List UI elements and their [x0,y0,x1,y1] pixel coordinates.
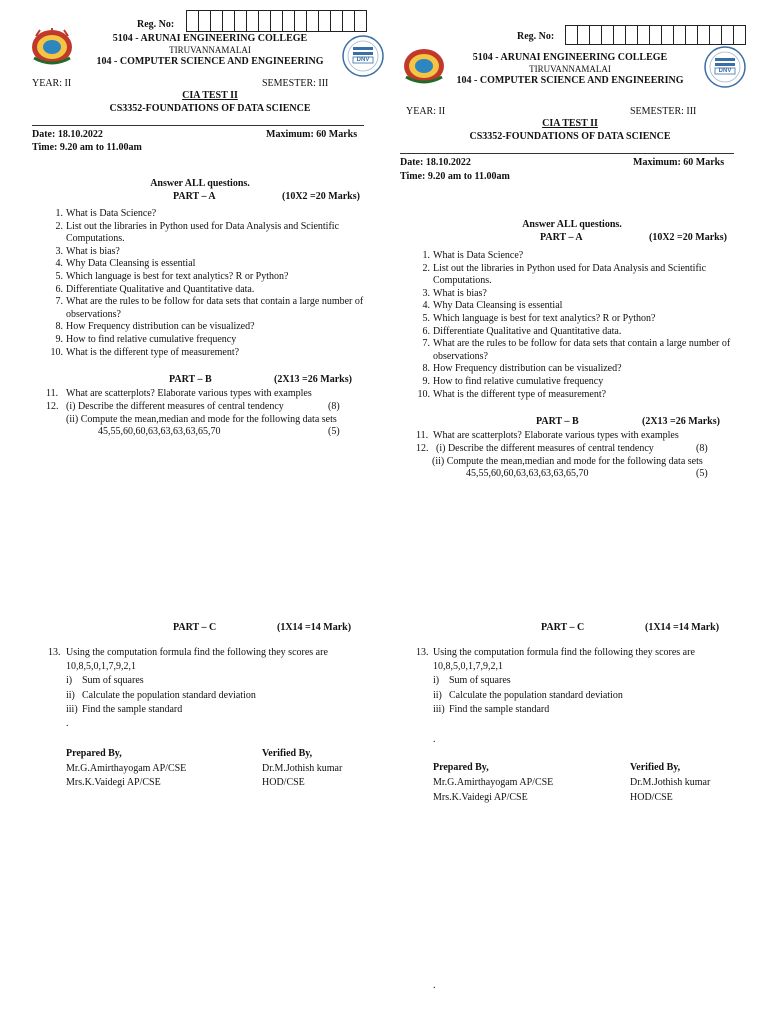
question-12-part-ii: (ii) Compute the mean,median and mode for the following data sets [432,456,703,467]
part-c-marks: (1X14 =14 Mark) [277,622,352,633]
preparer-name: Mrs.K.Vaidegi AP/CSE [66,777,161,788]
preparer-name: Mr.G.Amirthayogam AP/CSE [433,777,554,788]
part-a-question-list [417,250,739,401]
list-item: 10. What is the different type of measurement? [50,346,240,358]
question-13-data-set: 10,8,5,0,1,7,9,2,1 [433,661,503,672]
list-item: 10. What is the different type of measurement? [417,388,607,400]
part-a-marks: (10X2 =20 Marks) [282,191,360,202]
question-12-part-ii-marks: (5) [328,426,340,437]
question-12-part-i-marks: (8) [696,443,708,454]
question-11-text: What are scatterplots? Elaborate various types with examples [433,430,679,441]
verifier-name: Dr.M.Jothish kumar [262,763,343,774]
dnv-certification-icon [704,46,746,88]
list-item: 3. What is bias? [55,245,120,257]
dnv-logo-text: DNV [356,57,370,63]
part-c-title: PART – C [541,622,585,633]
list-item: 4. Why Data Cleansing is essential [422,300,563,312]
divider-line [400,153,734,154]
exam-time: Time: 9.20 am to 11.00am [32,142,142,153]
part-a-question-list [50,208,368,359]
instruction-text: Answer ALL questions. [522,219,622,230]
exam-date: Date: 18.10.2022 [32,129,103,140]
reg-number-boxes [566,25,746,43]
preparer-name: Mr.G.Amirthayogam AP/CSE [66,763,187,774]
prepared-by-label: Prepared By, [66,748,122,759]
part-b-title: PART – B [169,374,212,385]
list-item: 8. How Frequency distribution can be visualized? [422,363,622,375]
list-item: 2. List out the libraries in Python used for Data Analysis and Scientific Computations. [55,220,340,245]
list-item: 6. Differentiate Qualitative and Quantitative data. [55,283,255,295]
list-item: 7. What are the rules to be follow for data sets that contain a large number of observations? [55,296,364,320]
test-title: CIA TEST II [182,90,238,101]
dnv-logo-text: DNV [718,68,732,74]
list-item: 7. What are the rules to be follow for data sets that contain a large number of observations? [422,338,731,362]
exam-time: Time: 9.20 am to 11.00am [400,171,510,182]
part-b-marks: (2X13 =26 Marks) [642,416,720,427]
sub-question-text: Sum of squares [449,675,511,686]
sub-question-text: Sum of squares [82,675,144,686]
list-item: 1. What is Data Science? [422,250,524,261]
part-b-marks: (2X13 =26 Marks) [274,374,352,385]
part-a-title: PART – A [173,191,216,202]
college-name: 5104 - ARUNAI ENGINEERING COLLEGE [112,33,308,44]
sub-question-number: ii) [433,690,442,701]
reg-label: Reg. No: [137,19,175,30]
question-11-text: What are scatterplots? Elaborate various types with examples [66,388,312,399]
question-11-number: 11. [416,430,429,441]
department-name: 104 - COMPUTER SCIENCE AND ENGINEERING [456,75,684,86]
question-13-number: 13. [416,647,429,658]
prepared-by-label: Prepared By, [433,762,489,773]
question-12-part-ii: (ii) Compute the mean,median and mode for the following data sets [66,414,337,425]
question-12-number: 12. [46,401,59,412]
college-city: TIRUVANNAMALAI [169,45,251,55]
college-emblem-icon [30,28,74,66]
sub-question-text: Calculate the population standard deviation [82,690,256,701]
preparer-name: Mrs.K.Vaidegi AP/CSE [433,792,528,803]
semester-label: SEMESTER: III [630,106,697,117]
question-12-data-set: 45,55,60,60,63,63,63,63,65,70 [98,426,221,437]
maximum-marks: Maximum: 60 Marks [266,129,358,140]
semester-label: SEMESTER: III [262,78,329,89]
question-12-part-i-marks: (8) [328,401,340,412]
dnv-certification-icon [342,35,384,77]
verifier-title: HOD/CSE [630,792,673,803]
verifier-name: Dr.M.Jothish kumar [630,777,711,788]
college-city: TIRUVANNAMALAI [529,64,611,74]
reg-number-boxes [187,10,367,30]
college-name: 5104 - ARUNAI ENGINEERING COLLEGE [472,52,668,63]
part-c-title: PART – C [173,622,217,633]
list-item: 3. What is bias? [422,287,487,299]
sub-question-text: Find the sample standard [449,704,550,715]
sub-question-number: i) [66,675,73,686]
year-label: YEAR: II [406,106,446,117]
department-name: 104 - COMPUTER SCIENCE AND ENGINEERING [96,56,324,67]
course-title: CS3352-FOUNDATIONS OF DATA SCIENCE [469,131,671,142]
exam-sheet-right [396,0,764,1024]
list-item: 5. Which language is best for text analytics? R or Python? [422,312,656,324]
page-end-dot: . [433,980,436,991]
question-12-part-i: (i) Describe the different measures of central tendency [66,401,284,412]
stray-dot: . [66,718,69,729]
list-item: 9. How to find relative cumulative frequency [422,375,604,387]
question-13-text: Using the computation formula find the following they scores are [66,647,328,658]
list-item: 2. List out the libraries in Python used for Data Analysis and Scientific Computations. [422,262,707,287]
exam-date: Date: 18.10.2022 [400,157,471,168]
list-item: 4. Why Data Cleansing is essential [55,258,196,270]
question-13-data-set: 10,8,5,0,1,7,9,2,1 [66,661,136,672]
part-a-title: PART – A [540,232,583,243]
course-title: CS3352-FOUNDATIONS OF DATA SCIENCE [109,103,311,114]
sub-question-number: iii) [433,704,445,715]
list-item: 9. How to find relative cumulative frequency [55,333,237,345]
sub-question-number: ii) [66,690,75,701]
list-item: 6. Differentiate Qualitative and Quantitative data. [422,325,622,337]
question-13-text: Using the computation formula find the following they scores are [433,647,695,658]
sub-question-text: Calculate the population standard deviation [449,690,623,701]
part-b-title: PART – B [536,416,579,427]
verified-by-label: Verified By, [262,748,313,759]
test-title: CIA TEST II [542,118,598,129]
question-12-number: 12. [416,443,429,454]
question-13-number: 13. [48,647,61,658]
question-12-data-set: 45,55,60,60,63,63,63,63,65,70 [466,468,589,479]
verifier-title: HOD/CSE [262,777,305,788]
question-12-part-i: (i) Describe the different measures of central tendency [436,443,654,454]
question-12-part-ii-marks: (5) [696,468,708,479]
instruction-text: Answer ALL questions. [150,178,250,189]
question-11-number: 11. [46,388,59,399]
divider-line [32,125,364,126]
sub-question-number: i) [433,675,440,686]
verified-by-label: Verified By, [630,762,681,773]
exam-sheet-left [26,0,394,1024]
reg-label: Reg. No: [517,31,555,42]
maximum-marks: Maximum: 60 Marks [633,157,725,168]
stray-dot: . [433,734,436,745]
year-label: YEAR: II [32,78,72,89]
part-a-marks: (10X2 =20 Marks) [649,232,727,243]
sub-question-text: Find the sample standard [82,704,183,715]
sub-question-number: iii) [66,704,78,715]
list-item: 8. How Frequency distribution can be visualized? [55,321,255,333]
part-c-marks: (1X14 =14 Mark) [645,622,720,633]
list-item: 1. What is Data Science? [55,208,157,219]
list-item: 5. Which language is best for text analytics? R or Python? [55,270,289,282]
